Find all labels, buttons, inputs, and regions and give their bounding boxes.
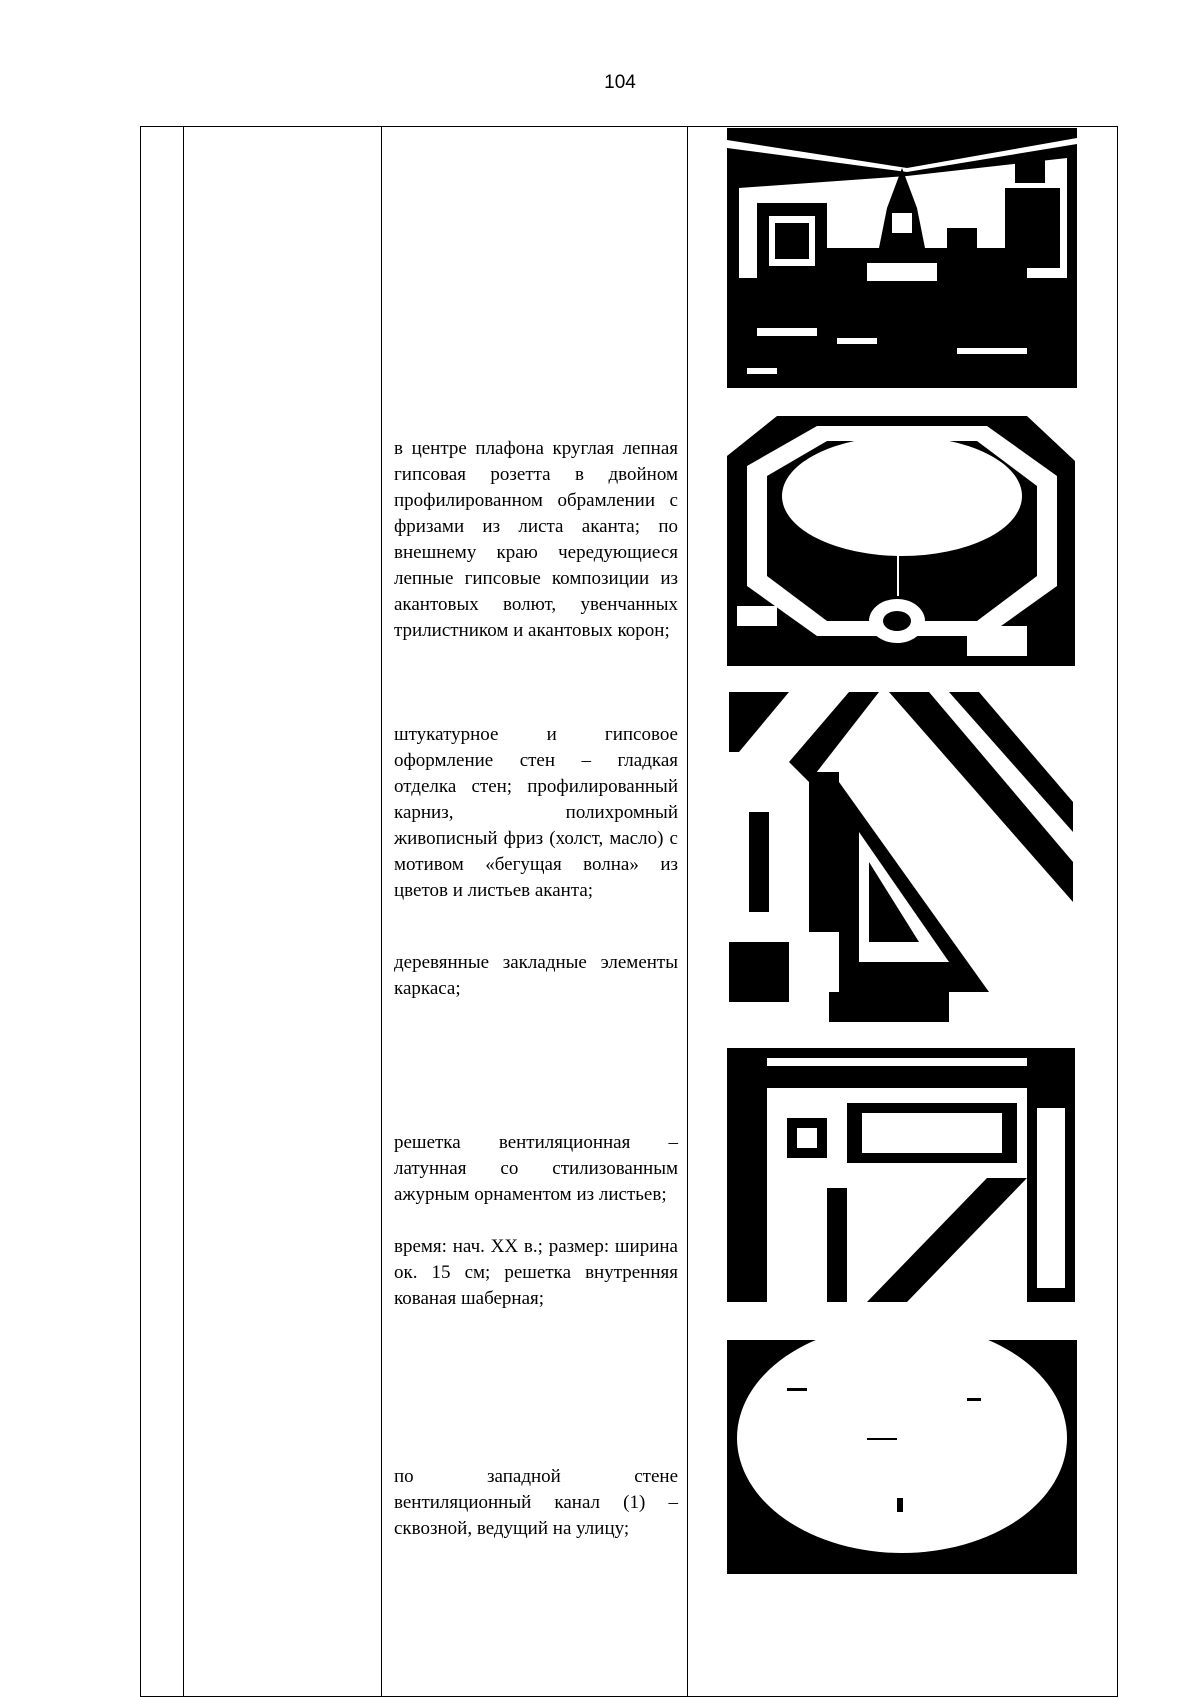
interior-hall-photo: [727, 128, 1077, 388]
table-divider-1: [183, 126, 184, 1697]
table-divider-2: [381, 126, 382, 1697]
ceiling-rosette-photo: [727, 416, 1075, 666]
ceiling-corner-frieze-photo: [729, 692, 1073, 1022]
description-grille-date-size: время: нач. XX в.; размер: ширина ок. 15 см; решетка внутренняя кованая шаберная;: [394, 1236, 678, 1309]
description-ceiling-rosette: в центре плафона круглая лепная гипсовая розетта в двойном профилированном обрамлении с фризами из листа аканта; по внешнему краю чередующиеся лепные гипсовые композиции из акантовых волют, увенчанных трилистником и акантовых корон;: [394, 438, 678, 641]
description-vent-channel: по западной стене вентиляционный канал (1) – сквозной, ведущий на улицу;: [394, 1466, 678, 1539]
description-wooden-frame: деревянные закладные элементы каркаса;: [394, 952, 678, 999]
ceiling-oval-vent-photo: [727, 1328, 1077, 1574]
page-number: 104: [604, 72, 636, 93]
description-vent-grille: решетка вентиляционная – латунная со стилизованным ажурным орнаментом из листьев;: [394, 1132, 678, 1205]
description-wall-decoration: штукатурное и гипсовое оформление стен – гладкая отделка стен; профилированный карниз, полихромный живописный фриз (холст, масло) с мотивом «бегущая волна» из цветов и листьев аканта;: [394, 724, 678, 901]
table-divider-3: [687, 126, 688, 1697]
wall-panel-cornice-photo: [727, 1048, 1075, 1302]
